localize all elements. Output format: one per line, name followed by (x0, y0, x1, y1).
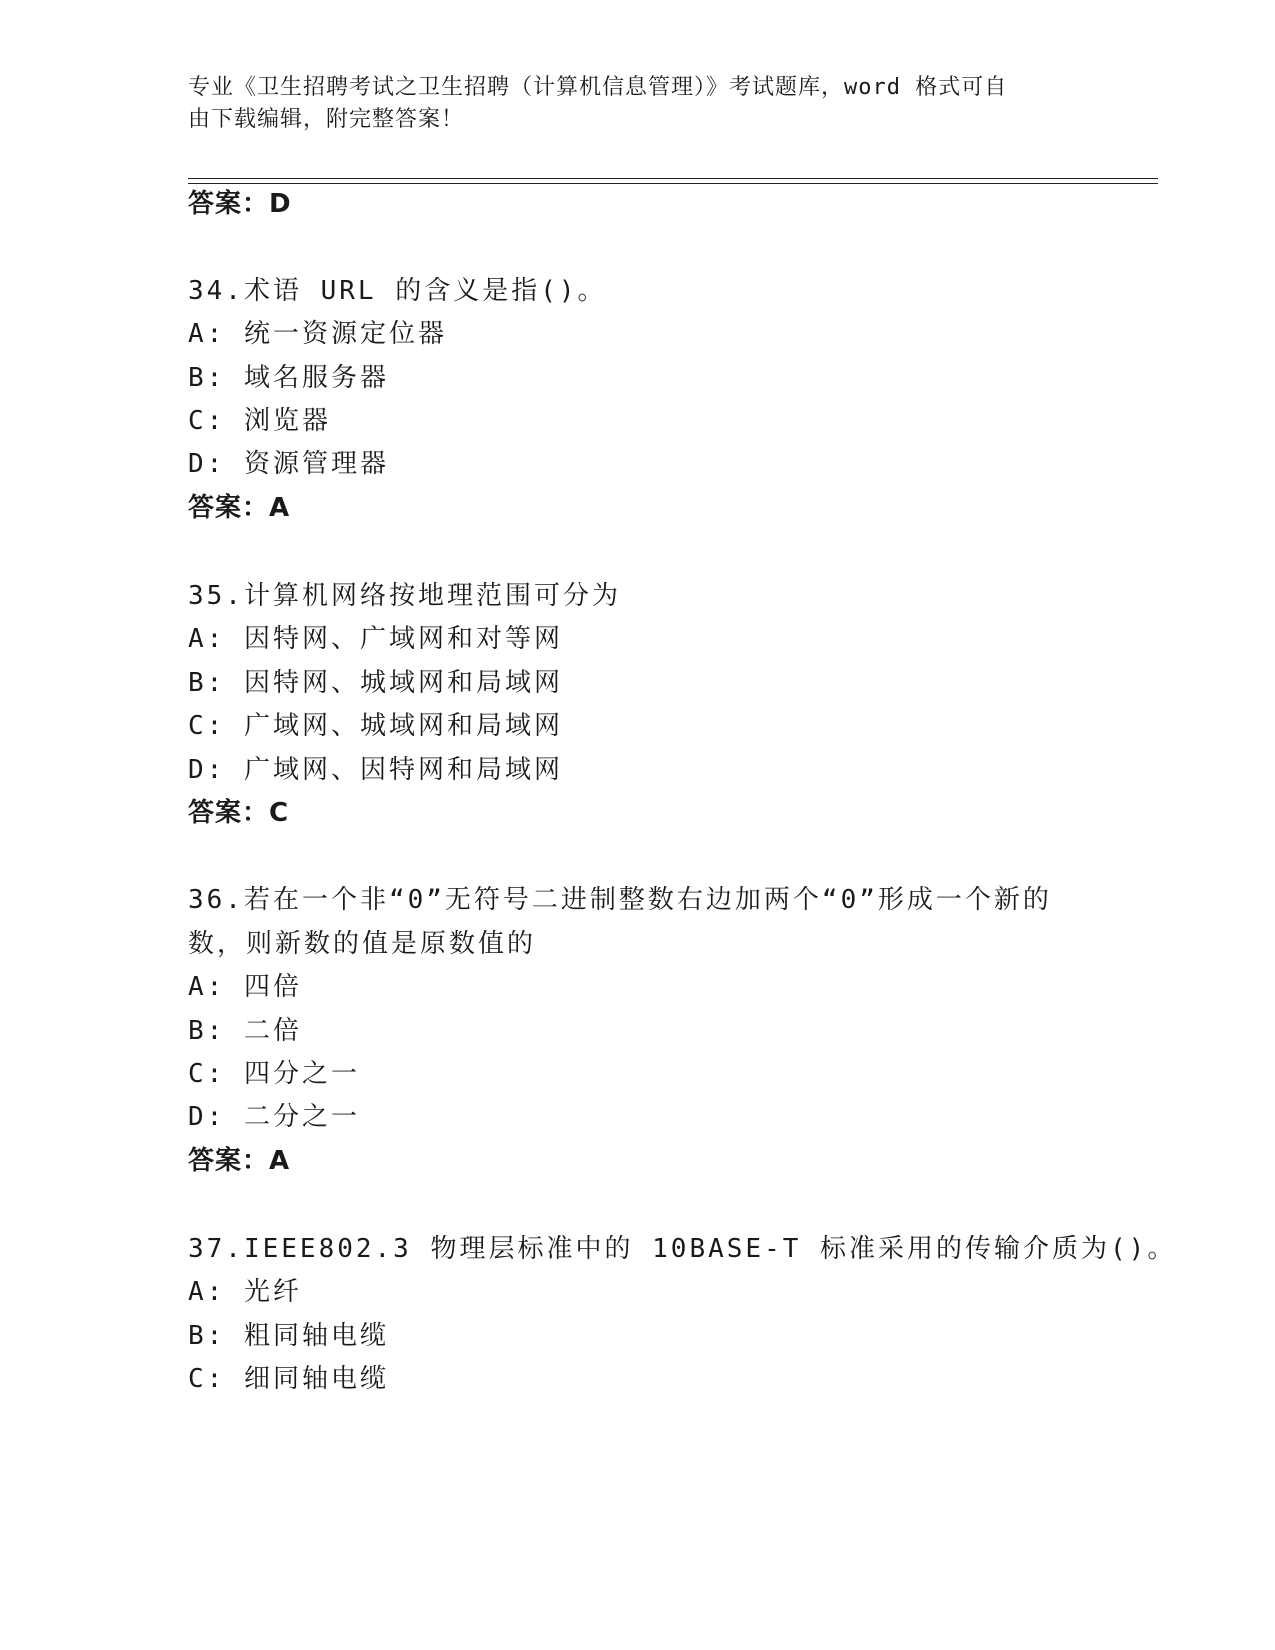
document-header (188, 72, 1088, 136)
question-34-option-c: C: 浏览器 (188, 406, 331, 436)
previous-answer: 答案：D (188, 189, 292, 219)
question-35-answer: 答案：C (188, 798, 290, 828)
question-36-stem-line-1: 36.若在一个非“0”无符号二进制整数右边加两个“0”形成一个新的 (188, 885, 1052, 915)
question-35-option-b: B: 因特网、城域网和局域网 (188, 668, 563, 698)
question-36-answer: 答案：A (188, 1146, 291, 1176)
question-36-option-b: B: 二倍 (188, 1016, 302, 1046)
question-37-option-c: C: 细同轴电缆 (188, 1364, 389, 1394)
header-line-2: 由下载编辑，附完整答案！ (188, 107, 465, 132)
question-35-option-d: D: 广域网、因特网和局域网 (188, 755, 563, 785)
header-divider-bottom (188, 183, 1158, 184)
question-35-stem: 35.计算机网络按地理范围可分为 (188, 581, 621, 611)
question-37-option-b: B: 粗同轴电缆 (188, 1321, 389, 1351)
question-35-option-c: C: 广域网、城域网和局域网 (188, 711, 563, 741)
header-divider-top (188, 178, 1158, 179)
question-35-option-a: A: 因特网、广域网和对等网 (188, 624, 563, 654)
question-37-option-a: A: 光纤 (188, 1277, 302, 1307)
question-36-option-a: A: 四倍 (188, 972, 302, 1002)
question-34-stem: 34.术语 URL 的含义是指()。 (188, 276, 607, 306)
question-34-answer: 答案：A (188, 493, 291, 523)
question-34-option-a: A: 统一资源定位器 (188, 319, 447, 349)
question-37-stem: 37.IEEE802.3 物理层标准中的 10BASE-T 标准采用的传输介质为()。 (188, 1234, 1177, 1264)
question-34-option-d: D: 资源管理器 (188, 449, 389, 479)
question-36-option-c: C: 四分之一 (188, 1059, 360, 1089)
question-36-stem-line-2: 数，则新数的值是原数值的 (188, 929, 537, 959)
question-34-option-b: B: 域名服务器 (188, 363, 389, 393)
question-36-option-d: D: 二分之一 (188, 1102, 360, 1132)
header-line-1: 专业《卫生招聘考试之卫生招聘（计算机信息管理）》考试题库，word 格式可自 (188, 75, 1008, 100)
